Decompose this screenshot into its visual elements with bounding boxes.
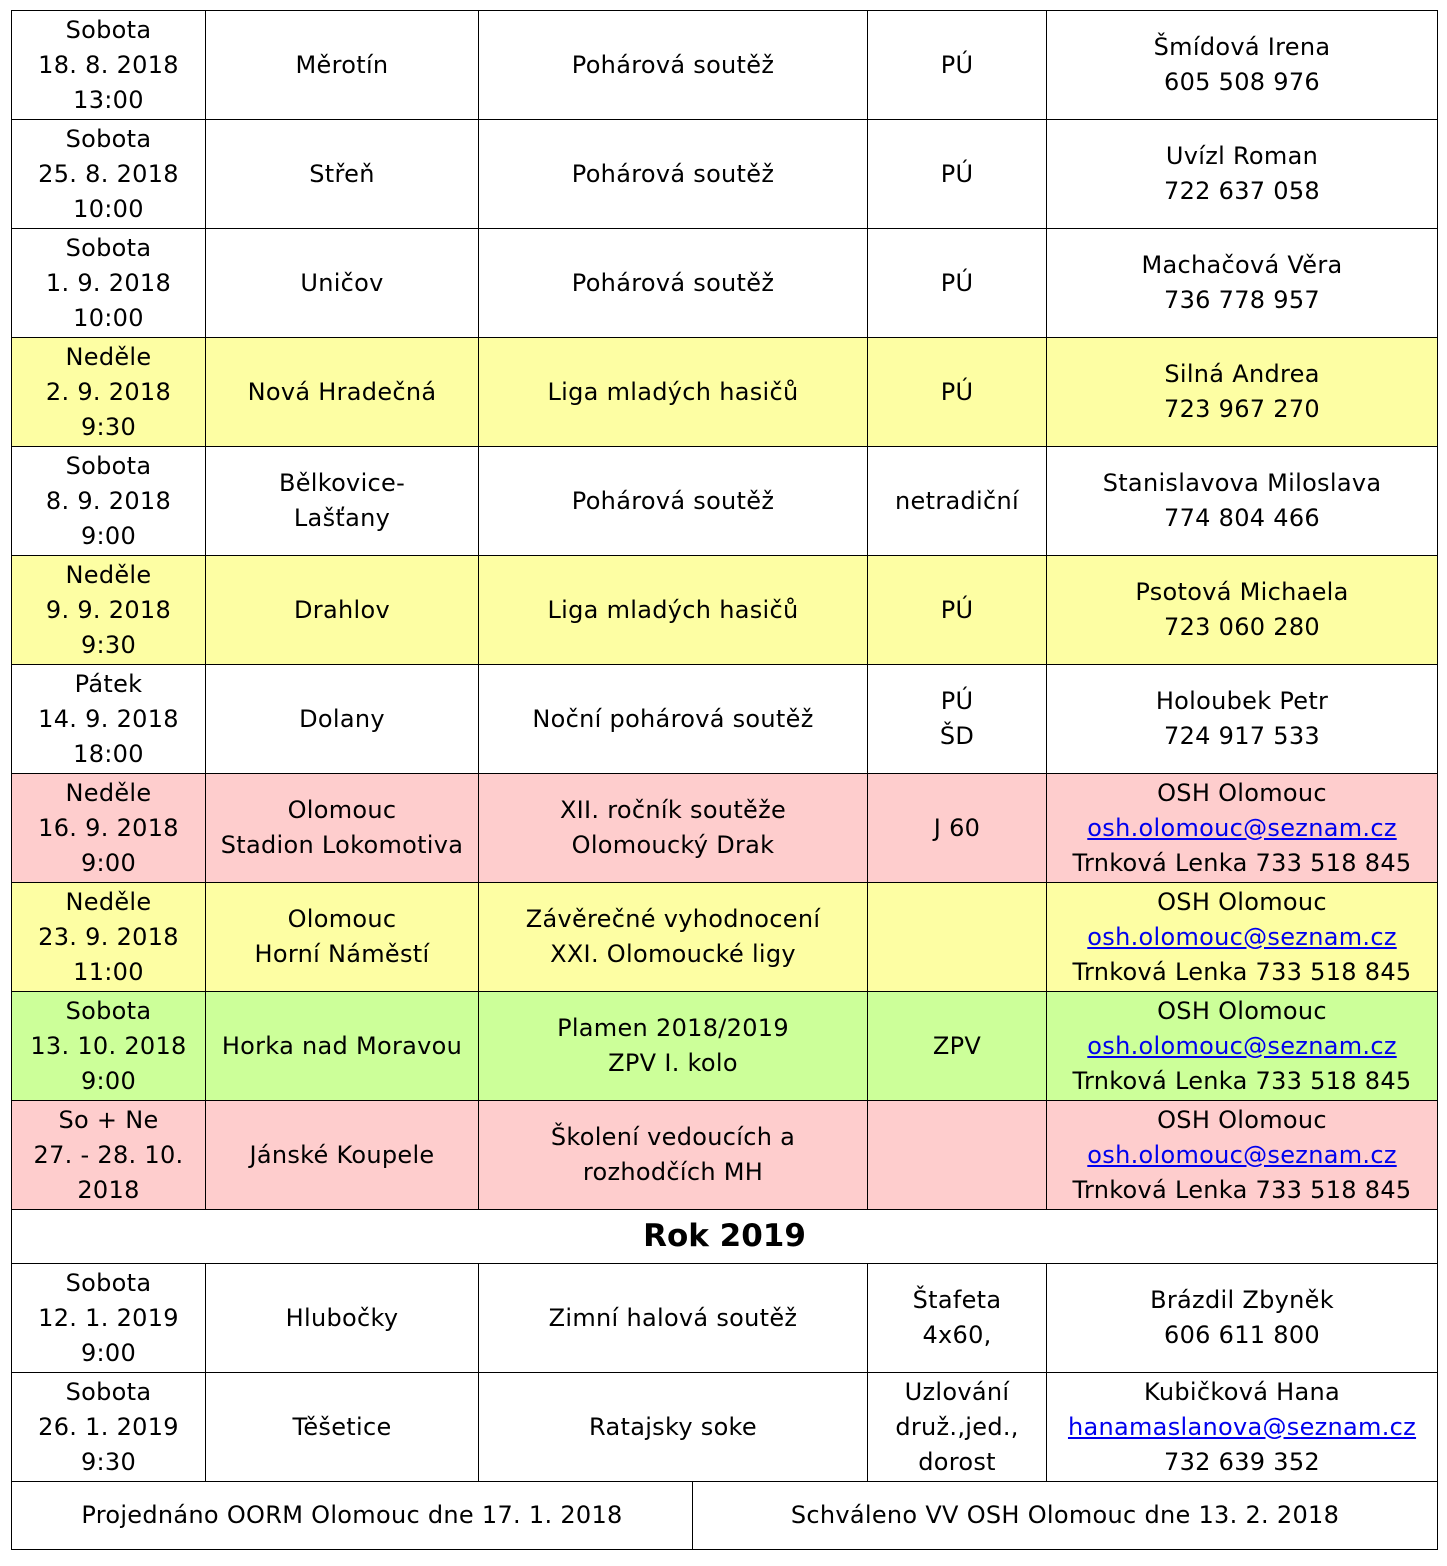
date-cell <box>12 229 206 338</box>
event-day: Pátek <box>74 669 143 698</box>
contact-person: Trnková Lenka 733 518 845 <box>1072 1066 1412 1095</box>
event-place: Bělkovice- <box>278 469 406 497</box>
event-name: Školení vedoucích a <box>550 1123 796 1151</box>
contact-cell <box>1047 11 1438 120</box>
contact-name: Machačová Věra <box>1141 251 1343 279</box>
discipline-cell <box>868 1264 1047 1373</box>
event-day: Sobota <box>65 124 152 153</box>
event-cell <box>479 120 868 229</box>
event-name: Pohárová soutěž <box>571 486 775 515</box>
event-discipline: PÚ <box>940 159 974 188</box>
events-2019 <box>12 1264 1438 1482</box>
contact-cell <box>1047 229 1438 338</box>
contact-email-link[interactable]: osh.olomouc@seznam.cz <box>1087 1140 1397 1169</box>
contact-person: Trnková Lenka 733 518 845 <box>1072 848 1412 877</box>
event-discipline: PÚ <box>940 595 974 624</box>
event-discipline: ŠD <box>939 722 975 750</box>
event-place: Dolany <box>299 704 385 733</box>
event-place: Olomouc <box>287 796 397 824</box>
event-date: 9. 9. 2018 <box>45 595 172 624</box>
discipline-cell <box>868 229 1047 338</box>
contact-phone: 723 060 280 <box>1164 613 1320 641</box>
event-date: 14. 9. 2018 <box>38 704 179 733</box>
place-cell <box>206 229 479 338</box>
event-place: Nová Hradečná <box>247 377 437 406</box>
event-date: 16. 9. 2018 <box>38 813 179 842</box>
contact-name: Kubičková Hana <box>1144 1377 1341 1406</box>
contact-phone: 606 611 800 <box>1164 1321 1320 1349</box>
event-day: So + Ne <box>58 1105 159 1134</box>
event-cell <box>479 556 868 665</box>
event-row <box>12 665 1438 774</box>
contact-cell <box>1047 338 1438 447</box>
discipline-cell <box>868 120 1047 229</box>
event-date: 18. 8. 2018 <box>38 50 179 79</box>
contact-cell <box>1047 1373 1438 1482</box>
event-discipline: PÚ <box>940 377 974 406</box>
event-row <box>12 120 1438 229</box>
event-row <box>12 883 1438 992</box>
event-place: Horní Náměstí <box>254 940 430 968</box>
event-name: Plamen 2018/2019 <box>557 1014 789 1042</box>
event-name: Zimní halová soutěž <box>548 1303 798 1332</box>
contact-cell <box>1047 447 1438 556</box>
event-place: Lašťany <box>293 504 391 532</box>
events-2018 <box>12 11 1438 1210</box>
place-cell <box>206 1264 479 1373</box>
event-discipline: PÚ <box>940 268 974 297</box>
place-cell <box>206 1373 479 1482</box>
event-place: Olomouc <box>287 905 397 933</box>
schedule-table <box>11 10 1438 1550</box>
event-place: Uničov <box>300 268 384 297</box>
event-time: 9:00 <box>80 1338 137 1367</box>
event-name: Ratajsky soke <box>589 1412 757 1441</box>
event-day: Sobota <box>65 233 152 262</box>
event-row <box>12 11 1438 120</box>
contact-person: Trnková Lenka 733 518 845 <box>1072 957 1412 986</box>
date-cell <box>12 1264 206 1373</box>
place-cell <box>206 774 479 883</box>
contact-name: Stanislavova Miloslava <box>1102 469 1382 497</box>
contact-cell <box>1047 992 1438 1101</box>
event-discipline: ZPV <box>932 1031 982 1060</box>
contact-email-link[interactable]: osh.olomouc@seznam.cz <box>1087 1031 1397 1060</box>
event-date: 12. 1. 2019 <box>38 1303 179 1332</box>
event-time: 18:00 <box>73 739 144 768</box>
contact-cell <box>1047 883 1438 992</box>
event-cell <box>479 665 868 774</box>
event-time: 9:30 <box>80 412 137 441</box>
contact-email-link[interactable]: osh.olomouc@seznam.cz <box>1087 813 1397 842</box>
event-discipline: PÚ <box>940 50 974 79</box>
event-discipline: dorost <box>918 1447 996 1476</box>
event-name: Pohárová soutěž <box>571 159 775 188</box>
date-cell <box>12 1373 206 1482</box>
place-cell <box>206 120 479 229</box>
event-row <box>12 556 1438 665</box>
event-time: 9:00 <box>80 848 137 877</box>
event-discipline: Štafeta <box>912 1286 1002 1314</box>
event-cell <box>479 1101 868 1210</box>
place-cell <box>206 338 479 447</box>
contact-org: OSH Olomouc <box>1157 887 1327 916</box>
event-discipline: J 60 <box>933 813 981 842</box>
date-cell <box>12 1101 206 1210</box>
discipline-cell <box>868 447 1047 556</box>
contact-phone: 774 804 466 <box>1164 504 1320 532</box>
event-discipline: 4x60, <box>922 1321 992 1349</box>
event-row <box>12 1373 1438 1482</box>
discipline-cell <box>868 1373 1047 1482</box>
event-day: Neděle <box>65 342 152 371</box>
event-place: Stadion Lokomotiva <box>220 831 464 859</box>
event-day: Neděle <box>65 560 152 589</box>
event-day: Sobota <box>65 996 152 1025</box>
event-day: Sobota <box>65 15 152 44</box>
contact-cell <box>1047 1264 1438 1373</box>
event-date: 23. 9. 2018 <box>38 922 179 951</box>
event-cell <box>479 1373 868 1482</box>
event-name: Pohárová soutěž <box>571 268 775 297</box>
contact-name: Šmídová Irena <box>1153 33 1331 61</box>
event-row <box>12 1264 1438 1373</box>
event-place: Střeň <box>309 159 375 188</box>
contact-org: OSH Olomouc <box>1157 778 1327 807</box>
contact-phone: 723 967 270 <box>1164 395 1320 423</box>
date-cell <box>12 774 206 883</box>
event-cell <box>479 338 868 447</box>
date-cell <box>12 665 206 774</box>
place-cell <box>206 883 479 992</box>
discipline-cell <box>868 992 1047 1101</box>
schedule-sheet <box>11 10 1437 1550</box>
event-discipline: Uzlování <box>904 1377 1010 1406</box>
event-time: 2018 <box>77 1175 140 1204</box>
discipline-cell <box>868 883 1047 992</box>
place-cell <box>206 447 479 556</box>
footer-approved: Schváleno VV OSH Olomouc dne 13. 2. 2018 <box>693 1482 1438 1550</box>
event-name: Liga mladých hasičů <box>547 377 799 406</box>
contact-name: Holoubek Petr <box>1155 687 1329 715</box>
place-cell <box>206 665 479 774</box>
discipline-cell <box>868 774 1047 883</box>
contact-cell <box>1047 665 1438 774</box>
event-name: Noční pohárová soutěž <box>532 704 814 733</box>
event-row <box>12 1101 1438 1210</box>
contact-org: OSH Olomouc <box>1157 996 1327 1025</box>
event-cell <box>479 883 868 992</box>
date-cell <box>12 11 206 120</box>
event-row <box>12 338 1438 447</box>
discipline-cell <box>868 665 1047 774</box>
event-place: Jánské Koupele <box>249 1140 435 1169</box>
contact-email-link[interactable]: osh.olomouc@seznam.cz <box>1087 922 1397 951</box>
event-name: Olomoucký Drak <box>571 831 775 859</box>
event-day: Sobota <box>65 1268 152 1297</box>
date-cell <box>12 120 206 229</box>
event-day: Sobota <box>65 1377 152 1406</box>
event-place: Měrotín <box>295 50 389 79</box>
contact-email-link[interactable]: hanamaslanova@seznam.cz <box>1067 1412 1417 1441</box>
event-name: Závěrečné vyhodnocení <box>525 905 821 933</box>
place-cell <box>206 556 479 665</box>
event-date: 1. 9. 2018 <box>45 268 172 297</box>
event-name: Pohárová soutěž <box>571 50 775 79</box>
date-cell <box>12 883 206 992</box>
contact-name: Psotová Michaela <box>1135 578 1349 606</box>
discipline-cell <box>868 1101 1047 1210</box>
year-heading: Rok 2019 <box>12 1210 1438 1264</box>
place-cell <box>206 1101 479 1210</box>
contact-phone: 736 778 957 <box>1164 286 1320 314</box>
event-cell <box>479 1264 868 1373</box>
event-date: 2. 9. 2018 <box>45 377 172 406</box>
event-row <box>12 992 1438 1101</box>
event-place: Horka nad Moravou <box>221 1031 463 1060</box>
event-cell <box>479 774 868 883</box>
event-name: rozhodčích MH <box>582 1158 764 1186</box>
event-discipline: druž.,jed., <box>895 1412 1019 1441</box>
event-day: Sobota <box>65 451 152 480</box>
event-day: Neděle <box>65 887 152 916</box>
event-time: 9:00 <box>80 1066 137 1095</box>
event-place: Hlubočky <box>285 1303 399 1332</box>
event-name: XII. ročník soutěže <box>559 796 787 824</box>
event-time: 9:00 <box>80 521 137 550</box>
event-time: 11:00 <box>73 957 144 986</box>
contact-phone: 732 639 352 <box>1164 1447 1320 1476</box>
event-discipline: PÚ <box>940 687 974 715</box>
date-cell <box>12 447 206 556</box>
event-name: ZPV I. kolo <box>608 1049 738 1077</box>
contact-phone: 605 508 976 <box>1164 68 1320 96</box>
event-cell <box>479 11 868 120</box>
event-cell <box>479 447 868 556</box>
date-cell <box>12 992 206 1101</box>
event-row <box>12 774 1438 883</box>
event-name: Liga mladých hasičů <box>547 595 799 624</box>
contact-cell <box>1047 556 1438 665</box>
contact-org: OSH Olomouc <box>1157 1105 1327 1134</box>
contact-phone: 724 917 533 <box>1164 722 1320 750</box>
discipline-cell <box>868 11 1047 120</box>
event-date: 8. 9. 2018 <box>45 486 172 515</box>
event-time: 13:00 <box>73 85 144 114</box>
footer-discussed: Projednáno OORM Olomouc dne 17. 1. 2018 <box>12 1482 693 1550</box>
place-cell <box>206 992 479 1101</box>
event-row <box>12 447 1438 556</box>
year-section <box>12 1210 1438 1264</box>
place-cell <box>206 11 479 120</box>
contact-name: Uvízl Roman <box>1165 142 1319 170</box>
event-time: 10:00 <box>73 303 144 332</box>
event-date: 26. 1. 2019 <box>38 1412 179 1441</box>
footer-section <box>12 1482 1438 1550</box>
event-row <box>12 229 1438 338</box>
date-cell <box>12 338 206 447</box>
event-place: Těšetice <box>292 1412 392 1441</box>
event-discipline: netradiční <box>895 486 1019 515</box>
contact-cell <box>1047 120 1438 229</box>
event-cell <box>479 229 868 338</box>
event-time: 10:00 <box>73 194 144 223</box>
event-time: 9:30 <box>80 1447 137 1476</box>
contact-person: Trnková Lenka 733 518 845 <box>1072 1175 1412 1204</box>
event-day: Neděle <box>65 778 152 807</box>
contact-cell <box>1047 1101 1438 1210</box>
contact-phone: 722 637 058 <box>1164 177 1320 205</box>
event-date: 13. 10. 2018 <box>30 1031 187 1060</box>
contact-name: Silná Andrea <box>1164 360 1320 388</box>
event-date: 25. 8. 2018 <box>38 159 179 188</box>
discipline-cell <box>868 556 1047 665</box>
event-name: XXI. Olomoucké ligy <box>550 940 796 968</box>
contact-name: Brázdil Zbyněk <box>1150 1286 1334 1314</box>
date-cell <box>12 556 206 665</box>
event-time: 9:30 <box>80 630 137 659</box>
event-date: 27. - 28. 10. <box>33 1140 184 1169</box>
discipline-cell <box>868 338 1047 447</box>
event-cell <box>479 992 868 1101</box>
contact-cell <box>1047 774 1438 883</box>
event-place: Drahlov <box>294 595 390 624</box>
